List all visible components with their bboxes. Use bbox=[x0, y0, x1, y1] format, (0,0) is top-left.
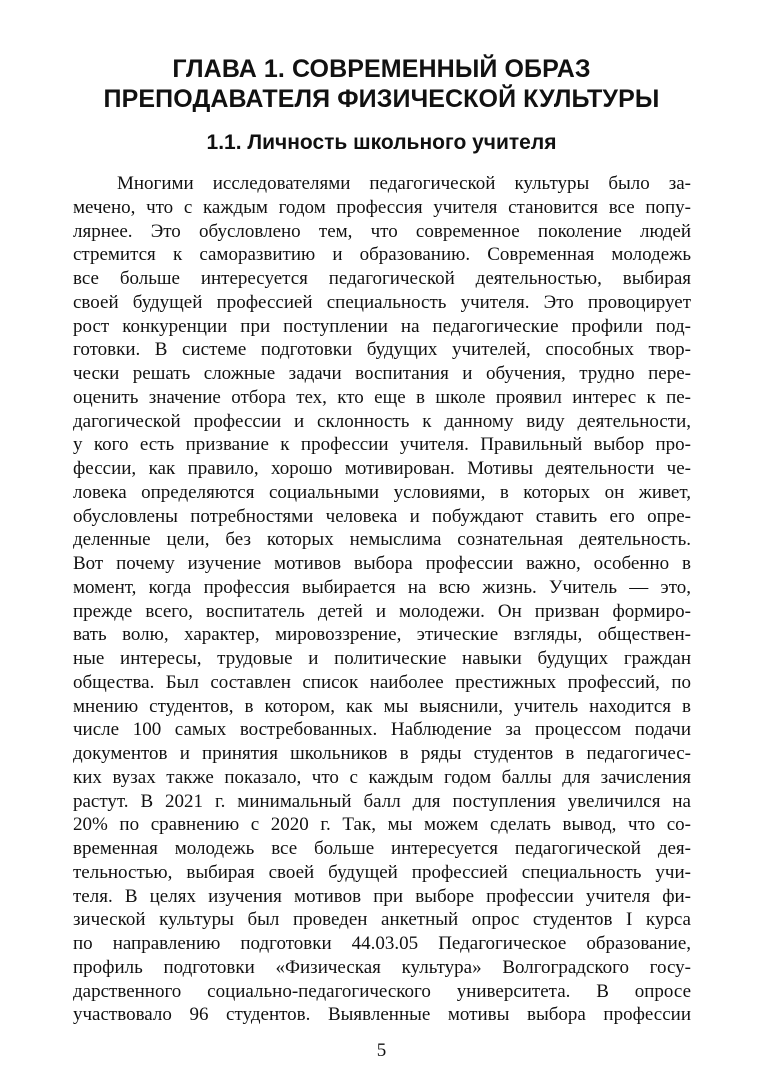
text-line: тельностью, выбирая своей будущей профессией специальность учи- bbox=[73, 861, 691, 883]
text-line: вать волю, характер, мировоззрение, этические взгляды, обществен- bbox=[73, 624, 691, 646]
chapter-title-line-2: ПРЕПОДАВАТЕЛЯ ФИЗИЧЕСКОЙ КУЛЬТУРЫ bbox=[103, 85, 660, 113]
page-number: 5 bbox=[376, 1040, 387, 1061]
text-line: Многими исследователями педагогической культуры было за- bbox=[117, 173, 691, 194]
text-line: у кого есть призвание к профессии учителя. Правильный выбор про- bbox=[73, 434, 691, 456]
text-line: момент, когда профессия выбирается на всю жизнь. Учитель — это, bbox=[73, 576, 691, 598]
text-line: чески решать сложные задачи воспитания и обучения, трудно пере- bbox=[73, 363, 691, 384]
text-line: фессии, как правило, хорошо мотивирован. Мотивы деятельности че- bbox=[73, 458, 691, 479]
text-line: по направлению подготовки 44.03.05 Педагогическое образование, bbox=[73, 933, 691, 954]
text-line: документов и принятия школьников в ряды студентов в педагогичес- bbox=[73, 743, 691, 764]
text-line: растут. В 2021 г. минимальный балл для поступления увеличился на bbox=[73, 790, 691, 812]
text-line: готовки. В системе подготовки будущих учителей, способных твор- bbox=[73, 339, 691, 361]
text-line: ловека определяются социальными условиями, в которых он живет, bbox=[73, 481, 691, 503]
text-line: все больше интересуется педагогической деятельностью, выбирая bbox=[73, 268, 691, 289]
text-line: Вот почему изучение мотивов выбора профессии важно, особенно в bbox=[73, 553, 691, 574]
text-line: теля. В целях изучения мотивов при выборе профессии учителя фи- bbox=[73, 885, 691, 907]
text-line: дагогической профессии и склонность к данному виду деятельности, bbox=[73, 410, 691, 432]
text-line: деленные цели, без которых немыслима сознательная деятельность. bbox=[73, 529, 691, 551]
text-line: лярнее. Это обусловлено тем, что современное поколение людей bbox=[73, 220, 691, 242]
chapter-title-line-1: ГЛАВА 1. СОВРЕМЕННЫЙ ОБРАЗ bbox=[172, 55, 591, 83]
section-title: 1.1. Личность школьного учителя bbox=[206, 131, 557, 154]
text-line: оценить значение отбора тех, кто еще в школе проявил интерес к пе- bbox=[73, 386, 691, 408]
text-line: участвовало 96 студентов. Выявленные мотивы выбора профессии bbox=[73, 1004, 691, 1026]
text-line: своей будущей профессией специальность учителя. Это провоцирует bbox=[73, 291, 691, 313]
text-line: мнению студентов, в котором, как мы выяснили, учитель находится в bbox=[73, 695, 691, 717]
chapter-title bbox=[40, 54, 723, 114]
text-line: профиль подготовки «Физическая культура» Волгоградского госу- bbox=[73, 956, 691, 978]
text-line: дарственного социально-педагогического университета. В опросе bbox=[73, 980, 691, 1002]
text-line: временная молодежь все больше интересуется педагогической дея- bbox=[73, 838, 691, 859]
text-line: числе 100 самых востребованных. Наблюдение за процессом подачи bbox=[73, 719, 691, 741]
text-line: общества. Был составлен список наиболее престижных профессий, по bbox=[73, 671, 691, 693]
text-line: рост конкуренции при поступлении на педагогические профили под- bbox=[73, 315, 691, 337]
text-line: ких вузах также показало, что с каждым годом баллы для зачисления bbox=[73, 766, 691, 788]
text-line: обусловлены потребностями человека и побуждают ставить его опре- bbox=[73, 505, 691, 527]
text-line: стремится к саморазвитию и образованию. Современная молодежь bbox=[73, 244, 691, 266]
text-line: мечено, что с каждым годом профессия учителя становится все попу- bbox=[73, 196, 691, 218]
text-line: прежде всего, воспитатель детей и молодежи. Он призван формиро- bbox=[73, 600, 691, 622]
text-line: 20% по сравнению с 2020 г. Так, мы можем сделать вывод, что со- bbox=[73, 814, 691, 836]
body-paragraph bbox=[73, 172, 691, 1027]
text-line: ные интересы, трудовые и политические навыки будущих граждан bbox=[73, 648, 691, 669]
text-line: зической культуры был проведен анкетный опрос студентов I курса bbox=[73, 909, 691, 931]
